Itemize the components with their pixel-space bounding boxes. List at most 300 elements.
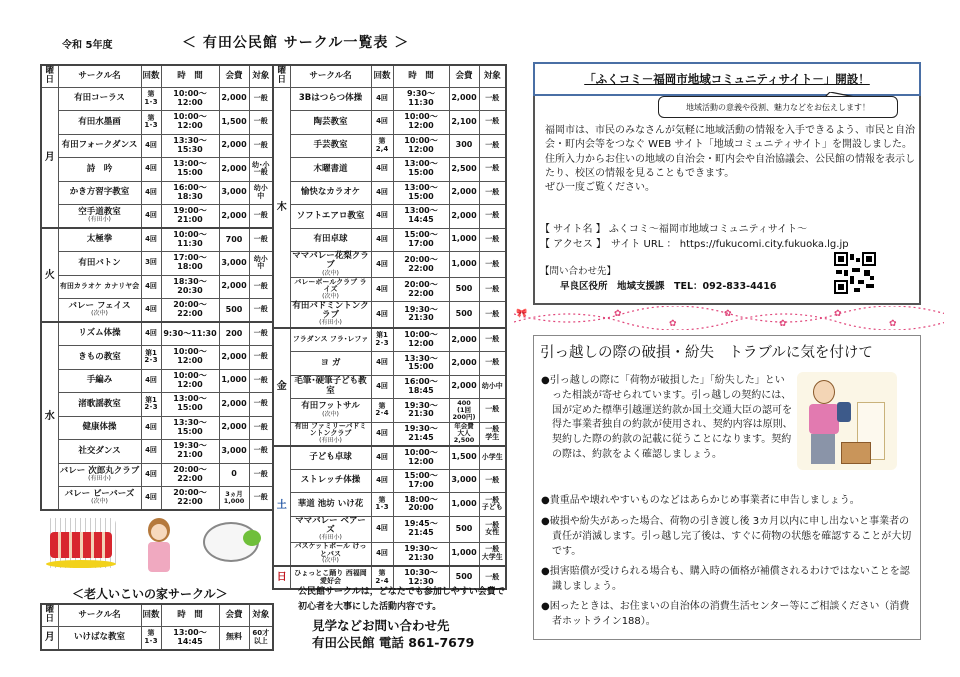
circle-venue: (次中) <box>322 557 339 565</box>
table-row <box>41 346 273 370</box>
time-cell: 16:00～18:30 <box>161 181 219 205</box>
contact-info <box>312 617 474 651</box>
target-cell: 幼小中 <box>249 252 273 276</box>
svg-text:✿: ✿ <box>724 309 732 319</box>
circle-name-cell <box>58 322 141 346</box>
table-row <box>273 111 506 135</box>
table-row <box>273 205 506 229</box>
fee-cell: 1,500 <box>449 446 479 470</box>
table-row <box>41 134 273 158</box>
table-row <box>41 393 273 417</box>
time-cell: 20:00～22:00 <box>161 299 219 323</box>
fee-cell: 2,000 <box>449 375 479 399</box>
fee-cell: 年会費 大人2,500 <box>449 422 479 446</box>
table-row <box>273 352 506 376</box>
sewing-illustration <box>203 522 259 562</box>
target-cell: 一般 <box>249 463 273 487</box>
table-row <box>41 440 273 464</box>
moving-bullet-4: ●損害賠償が受けられる場合も、購入時の価格が補償されるわけではないことを認識しましょう。 <box>541 566 910 592</box>
circle-name: 毛筆･硬筆子ども教室 <box>294 376 367 396</box>
frequency-cell: 4回 <box>371 158 393 182</box>
circle-name: 社交ダンス <box>78 445 121 456</box>
fee-cell: 0 <box>219 463 249 487</box>
circle-name: リズム体操 <box>78 328 121 339</box>
weekday-cell: 日 <box>273 566 290 590</box>
circle-name: 有田フォークダンス <box>61 140 138 151</box>
circle-name: 空手道教室 <box>78 207 121 218</box>
circle-name: 健康体操 <box>82 422 117 433</box>
table-header-row <box>273 65 506 87</box>
frequency-cell: 第 2･4 <box>371 399 393 423</box>
circle-name: ソフトエアロ教室 <box>296 210 365 221</box>
circle-name-cell <box>290 542 371 566</box>
moving-bullet-5: ●困ったときは、お住まいの自治体の消費生活センター等にご相談ください（消費者ホットライン188）。 <box>541 601 910 627</box>
circle-venue: (有田小) <box>319 534 342 542</box>
column-header-time: 時 間 <box>393 65 449 87</box>
target-cell: 一般 <box>249 111 273 135</box>
time-cell: 10:00～12:00 <box>393 328 449 352</box>
circle-name-cell <box>290 375 371 399</box>
target-cell: 一般 <box>479 469 506 493</box>
time-cell: 19:45～21:45 <box>393 516 449 542</box>
target-cell: 一般 <box>249 487 273 511</box>
table-header-row <box>41 65 273 87</box>
frequency-cell: 4回 <box>141 275 161 299</box>
time-cell: 13:00～14:45 <box>161 626 219 650</box>
table-row <box>273 158 506 182</box>
fee-cell: 2,000 <box>449 328 479 352</box>
column-header-fee: 会費 <box>449 65 479 87</box>
circle-venue: (次中) <box>322 269 339 277</box>
speech-bubble: 地域活動の意義や役割、魅力などをお伝えします！ <box>658 96 898 118</box>
moving-bullet-1: ●引っ越しの際に「荷物が破損した」「紛失した」といった相談が寄せられています。引っ越しの契約には、国が定めた標準引越運送約款か国土交通大臣の認可を得た事業者独自の約款が使用され、契約内容は原則、契約した際の約款の記載に従うことになります。契約の際は、約款をよく確認しましょう。 <box>541 375 793 460</box>
time-cell: 10:00～12:00 <box>393 446 449 470</box>
fee-cell: 2,000 <box>219 416 249 440</box>
target-cell: 一般 学生 <box>479 422 506 446</box>
frequency-cell: 第1 2･3 <box>141 346 161 370</box>
choir-illustration <box>46 518 116 568</box>
circle-name: 有田カラオケ カナリヤ会 <box>59 281 140 290</box>
table-row <box>273 469 506 493</box>
circle-venue: (次中) <box>322 410 339 418</box>
target-cell: 一般 女性 <box>479 516 506 542</box>
frequency-cell: 第1 2･3 <box>371 328 393 352</box>
target-cell: 一般 子ども <box>479 493 506 517</box>
singer-illustration <box>140 518 176 584</box>
table-row <box>41 463 273 487</box>
column-header-time: 時 間 <box>161 604 219 626</box>
target-cell: 60才 以上 <box>249 626 273 650</box>
circle-name: バレーボールクラブ ライズ <box>294 277 367 294</box>
time-cell: 13:00～15:00 <box>161 158 219 182</box>
fee-cell: 2,000 <box>219 275 249 299</box>
circle-name: 子ども卓球 <box>309 451 352 462</box>
circle-name: 陶芸教室 <box>313 116 348 127</box>
time-cell: 10:00～12:00 <box>393 111 449 135</box>
target-cell: 一般 大学生 <box>479 542 506 566</box>
fee-cell: 3,000 <box>219 440 249 464</box>
fee-cell: 2,000 <box>449 352 479 376</box>
circle-name-cell <box>58 487 141 511</box>
time-cell: 15:00～17:00 <box>393 469 449 493</box>
column-header-frequency: 回数 <box>141 604 161 626</box>
table-row <box>273 181 506 205</box>
table-row <box>41 369 273 393</box>
fee-cell: 500 <box>449 278 479 302</box>
fee-cell: 700 <box>219 228 249 252</box>
weekday-cell: 木 <box>273 87 290 328</box>
svg-text:✿: ✿ <box>614 309 622 319</box>
moving-trouble-title: 引っ越しの際の破損・紛失 トラブルに気を付けて <box>540 345 873 361</box>
circle-name-cell <box>58 393 141 417</box>
svg-text:✿: ✿ <box>779 319 787 329</box>
frequency-cell: 4回 <box>371 181 393 205</box>
target-cell: 一般 <box>479 278 506 302</box>
circle-name-cell <box>58 299 141 323</box>
circle-name-cell <box>58 228 141 252</box>
frequency-cell: 4回 <box>371 446 393 470</box>
frequency-cell: 4回 <box>371 228 393 252</box>
frequency-cell: 4回 <box>141 487 161 511</box>
time-cell: 10:00～12:00 <box>161 369 219 393</box>
site-name: 【 サイト名 】 ふくコミ～福岡市地域コミュニティサイト～ <box>540 224 808 235</box>
fee-cell: 2,000 <box>449 205 479 229</box>
table-row <box>41 322 273 346</box>
circle-name: 有田 ファミリーバドミントンクラブ <box>294 421 367 438</box>
time-cell: 20:00～22:00 <box>393 278 449 302</box>
column-header-circle-name: サークル名 <box>58 65 141 87</box>
circle-name: フラダンス フラ･レファ <box>292 335 369 344</box>
circle-name: 有田バトン <box>78 257 121 268</box>
frequency-cell: 4回 <box>371 301 393 328</box>
circle-name: 華道 池坊 いけ花 <box>297 498 364 509</box>
circle-venue: (次中) <box>91 310 108 318</box>
fee-cell: 2,000 <box>219 346 249 370</box>
svg-text:✿: ✿ <box>669 319 677 329</box>
frequency-cell: 4回 <box>141 181 161 205</box>
svg-text:✿: ✿ <box>889 319 897 329</box>
fee-cell: 無料 <box>219 626 249 650</box>
frequency-cell: 第 1･3 <box>141 626 161 650</box>
time-cell: 13:00～15:00 <box>393 181 449 205</box>
circle-name: ヨ ガ <box>320 357 341 368</box>
circle-name: 有田水墨画 <box>78 116 121 127</box>
target-cell: 一般 <box>479 87 506 111</box>
fee-cell: 1,000 <box>219 369 249 393</box>
table-row <box>41 252 273 276</box>
fee-cell: 1,000 <box>449 542 479 566</box>
target-cell: 一般 <box>479 352 506 376</box>
table-row <box>273 301 506 328</box>
table-row <box>273 134 506 158</box>
circle-name-cell <box>290 352 371 376</box>
frequency-cell: 4回 <box>371 205 393 229</box>
elder-circle-title: ＜老人いこいの家サークル＞ <box>72 587 228 601</box>
frequency-cell: 第 1･3 <box>141 111 161 135</box>
circle-name: きもの教室 <box>78 351 121 362</box>
target-cell: 一般 <box>479 205 506 229</box>
fee-cell: 2,000 <box>219 393 249 417</box>
frequency-cell: 4回 <box>371 422 393 446</box>
circle-name: バレー ビーバーズ <box>64 489 135 500</box>
target-cell: 一般 <box>249 299 273 323</box>
table-row <box>273 493 506 517</box>
table-row <box>41 275 273 299</box>
time-cell: 20:00～22:00 <box>161 463 219 487</box>
circle-name: 有田コーラス <box>74 93 125 104</box>
qr-code-icon[interactable] <box>834 252 876 294</box>
site-url[interactable]: 【 アクセス 】 サイト URL ： https://fukucomi.city.fukuoka.lg.jp <box>540 239 849 250</box>
circle-name: いけばな教室 <box>73 631 125 642</box>
frequency-cell: 4回 <box>371 252 393 278</box>
target-cell: 一般 <box>249 393 273 417</box>
circle-name-cell <box>290 399 371 423</box>
circle-name: 手芸教室 <box>313 140 348 151</box>
circle-name-cell <box>290 252 371 278</box>
table-row <box>41 181 273 205</box>
column-header-target: 対象 <box>479 65 506 87</box>
fiscal-year: 令和 5年度 <box>62 40 113 51</box>
circle-name-cell <box>290 228 371 252</box>
target-cell: 一般 <box>249 369 273 393</box>
target-cell: 一般 <box>249 134 273 158</box>
frequency-cell: 4回 <box>371 542 393 566</box>
target-cell: 一般 <box>479 158 506 182</box>
column-header-weekday: 曜日 <box>41 65 58 87</box>
target-cell: 一般 <box>249 416 273 440</box>
circle-name: ママバレー ベアーズ <box>295 515 366 535</box>
fukucomi-title: 「ふくコミ－福岡市地域コミュニティサイト－」開設！ <box>533 62 921 96</box>
target-cell: 一般 <box>249 322 273 346</box>
time-cell: 19:30～21:30 <box>393 542 449 566</box>
time-cell: 19:30～21:45 <box>393 422 449 446</box>
circle-venue: (次中) <box>322 292 339 300</box>
table-row <box>273 542 506 566</box>
time-cell: 18:30～20:30 <box>161 275 219 299</box>
time-cell: 16:00～18:45 <box>393 375 449 399</box>
circle-venue: (有田小) <box>319 436 342 444</box>
frequency-cell: 4回 <box>141 134 161 158</box>
frequency-cell: 4回 <box>141 463 161 487</box>
circle-venue: (有田小) <box>319 319 342 327</box>
time-cell: 19:30～21:00 <box>161 440 219 464</box>
table-row <box>41 299 273 323</box>
circle-name-cell <box>290 158 371 182</box>
circle-name: 有田フットサル <box>301 401 360 412</box>
table-row <box>41 228 273 252</box>
fee-cell: 3,000 <box>219 252 249 276</box>
circle-name: ひょっとこ踊り 西福岡愛好会 <box>294 568 367 585</box>
inquiry-label: 【問い合わせ先】 <box>540 266 617 277</box>
time-cell: 13:30～15:00 <box>393 352 449 376</box>
frequency-cell: 第 2･4 <box>371 566 393 590</box>
column-header-weekday: 曜日 <box>41 604 58 626</box>
time-cell: 19:30～21:30 <box>393 399 449 423</box>
frequency-cell: 4回 <box>141 158 161 182</box>
circle-name: ママバレー花梨クラブ <box>292 251 369 271</box>
time-cell: 13:30～15:00 <box>161 416 219 440</box>
frequency-cell: 4回 <box>141 440 161 464</box>
moving-bullet-3: ●破損や紛失があった場合、荷物の引き渡し後 3カ月以内に申し出ないと事業者の責任が消滅します。引っ越し完了後は、すぐに荷物の状態を確認することが大切です。 <box>541 516 912 557</box>
time-cell: 13:00～15:00 <box>161 393 219 417</box>
time-cell: 18:00～20:00 <box>393 493 449 517</box>
frequency-cell: 3回 <box>141 252 161 276</box>
column-header-circle-name: サークル名 <box>290 65 371 87</box>
inquiry-contact: 早良区役所 地域支援課 TEL：092-833-4416 <box>560 281 777 292</box>
frequency-cell: 第1 2･3 <box>141 393 161 417</box>
target-cell: 一般 <box>249 440 273 464</box>
circle-name: 木曜書道 <box>313 163 348 174</box>
fee-cell: 1,000 <box>449 252 479 278</box>
target-cell: 一般 <box>479 181 506 205</box>
circle-name: バスケットボール けっとバス <box>294 541 367 558</box>
circle-name: 有田バドミントンクラブ <box>292 300 369 321</box>
fukucomi-site-info <box>540 222 849 252</box>
fee-cell: 3,000 <box>219 181 249 205</box>
frequency-cell: 4回 <box>371 278 393 302</box>
fee-cell: 500 <box>219 299 249 323</box>
column-header-time: 時 間 <box>161 65 219 87</box>
frequency-cell: 4回 <box>371 469 393 493</box>
time-cell: 10:30～12:30 <box>393 566 449 590</box>
fee-cell: 2,100 <box>449 111 479 135</box>
column-header-target: 対象 <box>249 65 273 87</box>
time-cell: 20:00～22:00 <box>393 252 449 278</box>
circle-name-cell <box>58 87 141 111</box>
circle-name-cell <box>290 446 371 470</box>
circle-table-left <box>40 64 274 511</box>
circle-name-cell <box>58 134 141 158</box>
time-cell: 17:00～18:00 <box>161 252 219 276</box>
table-row <box>41 416 273 440</box>
circle-name: ストレッチ体操 <box>300 475 361 486</box>
circle-name-cell <box>290 301 371 328</box>
fee-cell: 2,500 <box>449 158 479 182</box>
circle-name-cell <box>58 369 141 393</box>
circle-name-cell <box>290 205 371 229</box>
fee-cell: 500 <box>449 566 479 590</box>
target-cell: 一般 <box>479 134 506 158</box>
circle-name-cell <box>58 463 141 487</box>
target-cell: 一般 <box>479 399 506 423</box>
circle-name-cell <box>58 181 141 205</box>
time-cell: 13:00～15:00 <box>393 158 449 182</box>
column-header-circle-name: サークル名 <box>58 604 141 626</box>
target-cell: 一般 <box>249 87 273 111</box>
circle-name-cell <box>58 111 141 135</box>
frequency-cell: 4回 <box>141 369 161 393</box>
circle-name-cell <box>58 346 141 370</box>
time-cell: 20:00～22:00 <box>161 487 219 511</box>
ribbon-divider <box>514 306 944 330</box>
circle-name: 3Bはつらつ体操 <box>298 93 363 104</box>
column-header-frequency: 回数 <box>141 65 161 87</box>
time-cell: 15:00～17:00 <box>393 228 449 252</box>
fee-cell: 1,500 <box>219 111 249 135</box>
time-cell: 19:30～21:30 <box>393 301 449 328</box>
frequency-cell: 4回 <box>141 228 161 252</box>
fee-cell: 500 <box>449 301 479 328</box>
fee-cell: 1,000 <box>449 493 479 517</box>
table-header-row <box>41 604 273 626</box>
table-row <box>273 278 506 302</box>
target-cell: 一般 <box>479 111 506 135</box>
fee-cell: 2,000 <box>449 181 479 205</box>
fee-cell: 400 (1回200円) <box>449 399 479 423</box>
circle-name: 手編み <box>86 375 113 386</box>
target-cell: 幼･小 一般 <box>249 158 273 182</box>
contact-heading: 見学などお問い合わせ先 <box>312 618 450 633</box>
circle-name-cell <box>58 416 141 440</box>
table-row <box>41 626 273 650</box>
frequency-cell: 4回 <box>141 416 161 440</box>
target-cell: 一般 <box>249 205 273 229</box>
time-cell: 9:30～11:30 <box>393 87 449 111</box>
circle-venue: (次中) <box>91 498 108 506</box>
fee-cell: 300 <box>449 134 479 158</box>
table-row <box>273 516 506 542</box>
fee-cell: 200 <box>219 322 249 346</box>
frequency-cell: 4回 <box>371 111 393 135</box>
target-cell: 一般 <box>479 328 506 352</box>
frequency-cell: 第 1･3 <box>141 87 161 111</box>
table-row <box>273 446 506 470</box>
circle-name: 太極拳 <box>86 234 113 245</box>
circle-name-cell <box>58 440 141 464</box>
circle-name-cell <box>290 181 371 205</box>
fee-cell: 500 <box>449 516 479 542</box>
circle-name: バレー 次郎丸クラブ <box>59 465 140 476</box>
circle-name-cell <box>58 275 141 299</box>
circle-name-cell <box>290 328 371 352</box>
page-title: ＜ 有田公民館 サークル一覧表 ＞ <box>182 35 410 51</box>
circle-name-cell <box>290 134 371 158</box>
circle-name-cell <box>290 87 371 111</box>
circle-name: 渚歌謡教室 <box>78 398 121 409</box>
table-row <box>273 375 506 399</box>
time-cell: 10:00～12:00 <box>161 111 219 135</box>
fee-cell: 3,000 <box>449 469 479 493</box>
fee-cell: 1,000 <box>449 228 479 252</box>
table-row <box>41 111 273 135</box>
circle-note: 公民館サークルは，どなたでも参加しやすい会費で初心者を大事にした活動内容です。 <box>298 587 505 612</box>
target-cell: 幼小中 <box>479 375 506 399</box>
frequency-cell: 4回 <box>371 87 393 111</box>
circle-name-cell <box>290 516 371 542</box>
time-cell: 13:00～14:45 <box>393 205 449 229</box>
table-row <box>273 328 506 352</box>
time-cell: 13:30～15:30 <box>161 134 219 158</box>
table-row <box>273 87 506 111</box>
circle-name-cell <box>58 158 141 182</box>
target-cell: 一般 <box>479 228 506 252</box>
circle-name-cell <box>58 205 141 229</box>
moving-bullet-2: ●貴重品や壊れやすいものなどはあらかじめ事業者に申告しましょう。 <box>541 495 860 506</box>
circle-name-cell <box>290 278 371 302</box>
contact-phone: 有田公民館 電話 861-7679 <box>312 635 475 650</box>
table-row <box>41 205 273 229</box>
target-cell: 一般 <box>479 566 506 590</box>
svg-text:✿: ✿ <box>834 309 842 319</box>
target-cell: 一般 <box>479 252 506 278</box>
column-header-frequency: 回数 <box>371 65 393 87</box>
weekday-cell: 月 <box>41 87 58 228</box>
time-cell: 10:00～12:00 <box>161 87 219 111</box>
weekday-cell: 金 <box>273 328 290 446</box>
frequency-cell: 4回 <box>141 322 161 346</box>
moving-man-illustration <box>797 372 897 470</box>
target-cell: 小学生 <box>479 446 506 470</box>
